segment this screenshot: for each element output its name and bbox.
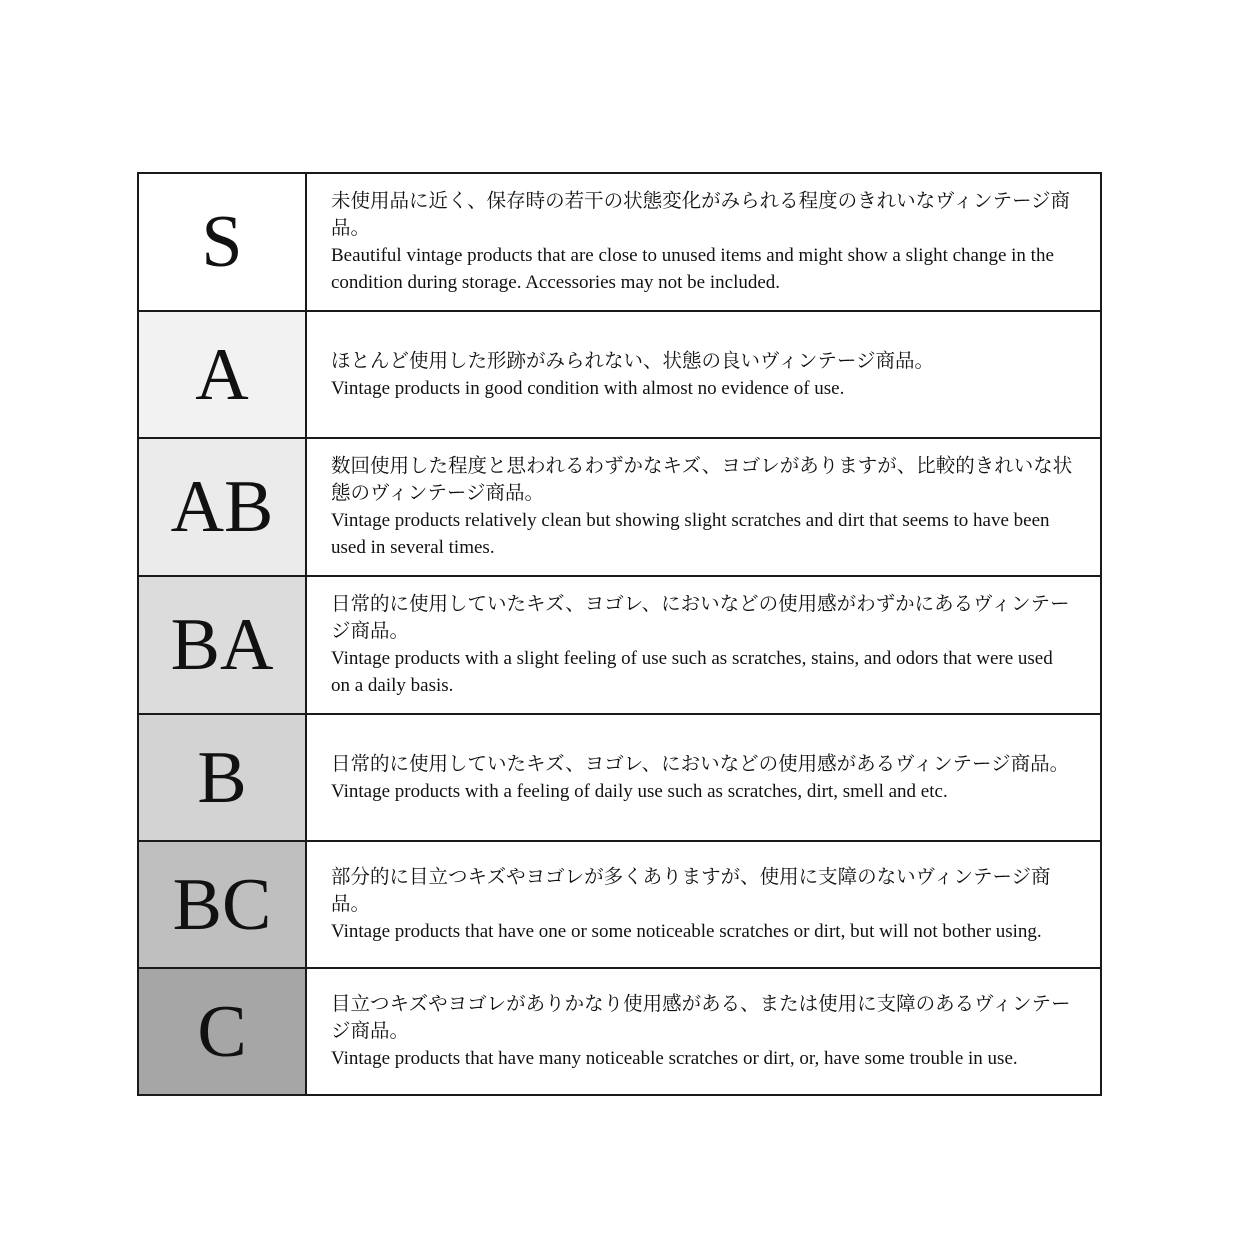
condition-grade-table [137, 172, 1102, 1096]
table-row [138, 576, 1101, 714]
grade-label: S [201, 201, 243, 283]
grade-cell [138, 173, 306, 311]
description-cell [306, 576, 1101, 714]
description-english: Vintage products relatively clean but showing slight scratches and dirt that seems to have been used in several times. [331, 510, 1050, 558]
grade-cell [138, 311, 306, 438]
description-cell [306, 714, 1101, 841]
grade-cell [138, 968, 306, 1095]
table-row [138, 714, 1101, 841]
table-row [138, 438, 1101, 576]
description-cell [306, 173, 1101, 311]
description-cell [306, 841, 1101, 968]
table-row [138, 968, 1101, 1095]
description-japanese: 日常的に使用していたキズ、ヨゴレ、においなどの使用感があるヴィンテージ商品。 [331, 753, 1070, 775]
grade-cell [138, 576, 306, 714]
description-english: Vintage products that have many noticeable scratches or dirt, or, have some trouble in use. [331, 1048, 1018, 1069]
description-japanese: 目立つキズやヨゴレがありかなり使用感がある、または使用に支障のあるヴィンテージ商品。 [331, 994, 1071, 1042]
description-japanese: 未使用品に近く、保存時の若干の状態変化がみられる程度のきれいなヴィンテージ商品。 [331, 191, 1071, 239]
table-row [138, 311, 1101, 438]
grade-cell [138, 841, 306, 968]
table-row [138, 841, 1101, 968]
description-english: Vintage products that have one or some noticeable scratches or dirt, but will not bother using. [331, 921, 1042, 942]
description-japanese: 数回使用した程度と思われるわずかなキズ、ヨゴレがありますが、比較的きれいな状態のヴィンテージ商品。 [331, 456, 1073, 504]
grade-cell [138, 714, 306, 841]
grade-label: B [197, 736, 247, 819]
description-cell [306, 311, 1101, 438]
description-english: Vintage products with a feeling of daily use such as scratches, dirt, smell and etc. [331, 780, 948, 802]
grade-cell [138, 438, 306, 576]
description-english: Vintage products with a slight feeling of use such as scratches, stains, and odors that were used on a daily basis. [331, 648, 1053, 696]
description-japanese: 部分的に目立つキズやヨゴレが多くありますが、使用に支障のないヴィンテージ商品。 [331, 867, 1051, 915]
description-cell [306, 968, 1101, 1095]
description-cell [306, 438, 1101, 576]
description-english: Beautiful vintage products that are close to unused items and might show a slight change in the condition during storage. Accessories may not be included. [331, 245, 1054, 293]
description-japanese: ほとんど使用した形跡がみられない、状態の良いヴィンテージ商品。 [331, 350, 934, 372]
description-japanese: 日常的に使用していたキズ、ヨゴレ、においなどの使用感がわずかにあるヴィンテージ商品。 [331, 594, 1070, 642]
grade-label: BC [172, 863, 272, 946]
grade-label: A [195, 333, 249, 416]
table-row [138, 173, 1101, 311]
grade-label: AB [170, 466, 274, 548]
grade-label: BA [170, 604, 274, 686]
grade-label: C [197, 990, 247, 1073]
description-english: Vintage products in good condition with almost no evidence of use. [331, 377, 845, 399]
